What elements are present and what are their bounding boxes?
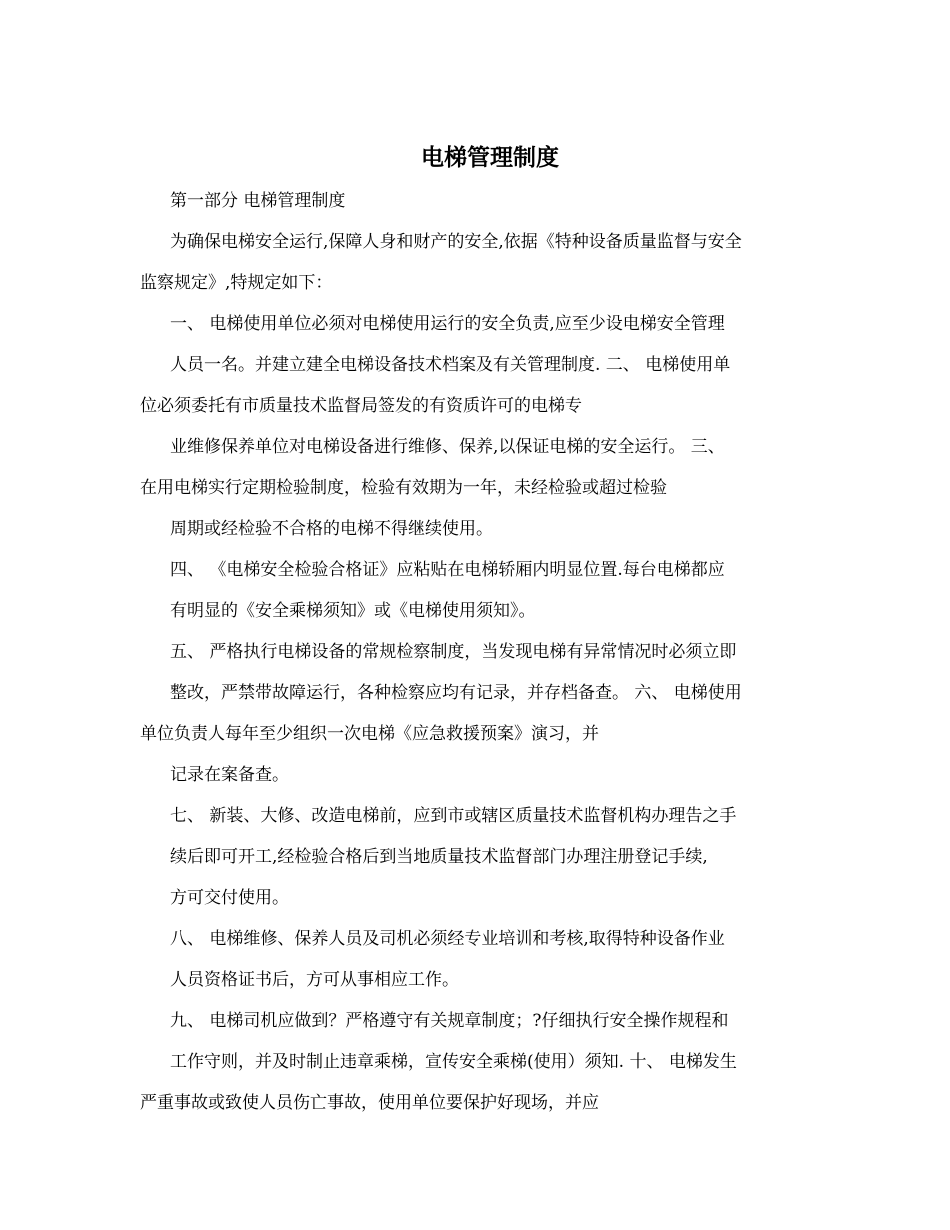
paragraph-line: 单位负责人每年至少组织一次电梯《应急救援预案》演习，并 bbox=[140, 724, 599, 744]
paragraph-line: 续后即可开工,经检验合格后到当地质量技术监督部门办理注册登记手续, bbox=[170, 847, 708, 867]
paragraph-line: 有明显的《安全乘梯须知》或《电梯使用须知》。 bbox=[170, 601, 536, 621]
section-heading: 第一部分 电梯管理制度 bbox=[170, 191, 346, 211]
paragraph-line: 九、 电梯司机应做到？严格遵守有关规章制度；?仔细执行安全操作规程和 bbox=[170, 1011, 729, 1031]
paragraph-line: 四、 《电梯安全检验合格证》应粘贴在电梯轿厢内明显位置.每台电梯都应 bbox=[170, 560, 725, 580]
paragraph-line: 五、 严格执行电梯设备的常规检察制度，当发现电梯有异常情况时必须立即 bbox=[170, 642, 737, 662]
paragraph-line: 工作守则，并及时制止违章乘梯，宣传安全乘梯(使用）须知. 十、 电梯发生 bbox=[170, 1052, 737, 1072]
paragraph-line: 为确保电梯安全运行,保障人身和财产的安全,依据《特种设备质量监督与安全 bbox=[170, 232, 742, 252]
paragraph-line: 人员资格证书后，方可从事相应工作。 bbox=[170, 970, 459, 990]
paragraph-line: 业维修保养单位对电梯设备进行维修、保养,以保证电梯的安全运行。 三、 bbox=[170, 437, 725, 457]
paragraph-line: 在用电梯实行定期检验制度，检验有效期为一年，未经检验或超过检验 bbox=[140, 478, 667, 498]
paragraph-line: 方可交付使用。 bbox=[170, 888, 289, 908]
paragraph-line: 记录在案备查。 bbox=[170, 765, 289, 785]
paragraph-line: 位必须委托有市质量技术监督局签发的有资质许可的电梯专 bbox=[140, 396, 582, 416]
paragraph-line: 人员一名。并建立建全电梯设备技术档案及有关管理制度. 二、 电梯使用单 bbox=[170, 355, 731, 375]
paragraph-line: 七、 新装、大修、改造电梯前，应到市或辖区质量技术监督机构办理告之手 bbox=[170, 806, 737, 826]
paragraph-line: 一、 电梯使用单位必须对电梯使用运行的安全负责,应至少设电梯安全管理 bbox=[170, 314, 725, 334]
document-title: 电梯管理制度 bbox=[421, 144, 559, 171]
paragraph-line: 八、 电梯维修、保养人员及司机必须经专业培训和考核,取得特种设备作业 bbox=[170, 929, 725, 949]
paragraph-line: 整改，严禁带故障运行，各种检察应均有记录，并存档备查。 六、 电梯使用 bbox=[170, 683, 742, 703]
paragraph-line: 监察规定》,特规定如下： bbox=[140, 273, 333, 293]
paragraph-line: 周期或经检验不合格的电梯不得继续使用。 bbox=[170, 519, 493, 539]
paragraph-line: 严重事故或致使人员伤亡事故，使用单位要保护好现场，并应 bbox=[140, 1093, 599, 1113]
